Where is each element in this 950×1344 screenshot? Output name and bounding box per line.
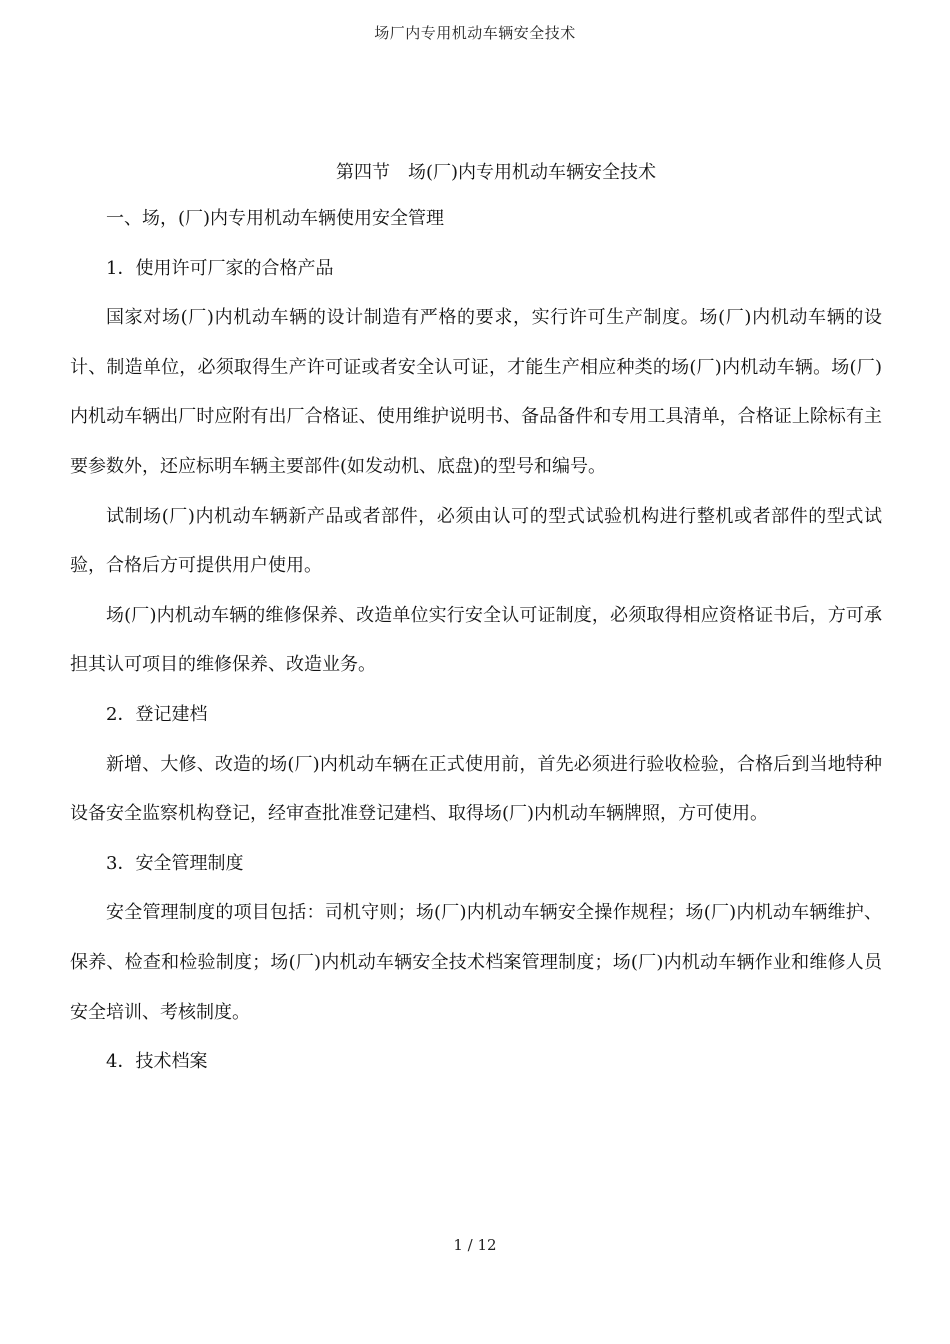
subheading-licensed-products: 1．使用许可厂家的合格产品 [106, 257, 334, 279]
paragraph-maintenance-certification: 场(厂)内机动车辆的维修保养、改造单位实行安全认可证制度，必须取得相应资格证书后，方可承担其认可项目的维修保养、改造业务。 [70, 604, 882, 676]
paragraph-safety-rules: 安全管理制度的项目包括：司机守则；场(厂)内机动车辆安全操作规程；场(厂)内机动车辆维护、保养、检查和检验制度；场(厂)内机动车辆安全技术档案管理制度；场(厂)内机动车辆作业和维修人员安全培训、考核制度。 [70, 902, 882, 1023]
heading-usage-safety-management: 一、场，(厂)内专用机动车辆使用安全管理 [106, 208, 445, 229]
paragraph-prototype-testing: 试制场(厂)内机动车辆新产品或者部件，必须由认可的型式试验机构进行整机或者部件的型式试验，合格后方可提供用户使用。 [70, 505, 882, 577]
section-title: 第四节 场(厂)内专用机动车辆安全技术 [335, 162, 657, 183]
subheading-safety-rules: 3．安全管理制度 [106, 852, 244, 874]
paragraph-licensing: 国家对场(厂)内机动车辆的设计制造有严格的要求，实行许可生产制度。场(厂)内机动车辆的设计、制造单位，必须取得生产许可证或者安全认可证，才能生产相应种类的场(厂)内机动车辆。场(厂)内机动车辆出厂时应附有出厂合格证、使用维护说明书、备品备件和专用工具清单，合格证上除标有主要参数外，还应标明车辆主要部件(如发动机、底盘)的型号和编号。 [70, 307, 882, 477]
subheading-registration: 2．登记建档 [106, 703, 208, 725]
page-number: 1 / 12 [453, 1236, 497, 1254]
document-body [70, 158, 882, 1087]
running-header: 场厂内专用机动车辆安全技术 [374, 24, 576, 42]
paragraph-registration: 新增、大修、改造的场(厂)内机动车辆在正式使用前，首先必须进行验收检验，合格后到当地特种设备安全监察机构登记，经审查批准登记建档、取得场(厂)内机动车辆牌照，方可使用。 [70, 753, 882, 825]
subheading-technical-records: 4．技术档案 [106, 1051, 208, 1073]
